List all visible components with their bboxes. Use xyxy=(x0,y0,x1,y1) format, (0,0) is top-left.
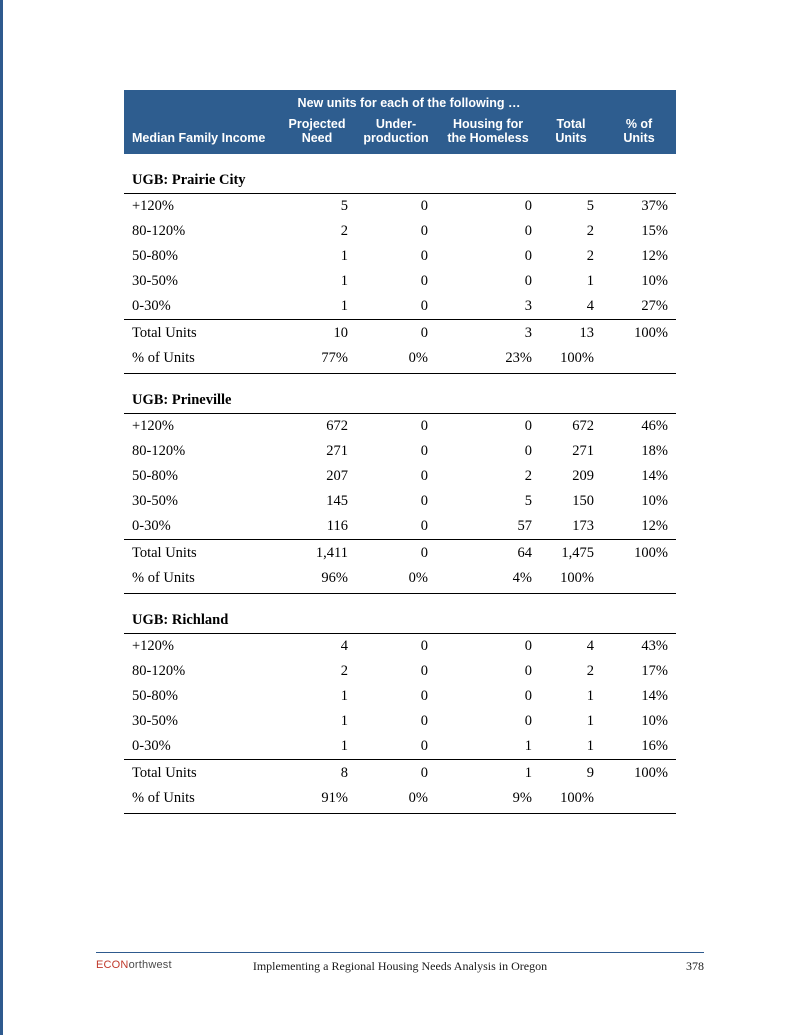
table-row xyxy=(124,684,676,709)
page-footer xyxy=(96,952,704,977)
cell-underproduction: 0 xyxy=(356,540,436,567)
group-header-new-units: New units for each of the following … xyxy=(278,90,540,115)
cell-underproduction: 0% xyxy=(356,566,436,594)
table-row xyxy=(124,439,676,464)
cell-total-units: 1 xyxy=(586,688,595,704)
cell-projected-need: 2 xyxy=(340,663,348,679)
section-title: UGB: Prairie City xyxy=(124,168,676,194)
cell-projected-need: 1 xyxy=(340,298,348,314)
table-percent-row xyxy=(124,346,676,374)
table-row xyxy=(124,464,676,489)
cell-underproduction: 0 xyxy=(420,298,428,314)
row-label: 0-30% xyxy=(132,298,171,314)
cell-projected-need: 145 xyxy=(326,493,348,509)
cell-total-units: 2 xyxy=(586,248,595,264)
housing-needs-table xyxy=(124,90,676,814)
cell-housing-homeless: 23% xyxy=(436,346,540,374)
table-group-header-row xyxy=(124,90,676,115)
cell-projected-need: 1,411 xyxy=(278,540,356,567)
cell-housing-homeless: 1 xyxy=(524,738,533,754)
cell-percent-units: 12% xyxy=(641,248,669,264)
row-label: % of Units xyxy=(124,566,278,594)
cell-housing-homeless: 0 xyxy=(524,638,533,654)
table-total-row xyxy=(124,760,676,787)
cell-housing-homeless: 3 xyxy=(524,298,533,314)
row-label: 50-80% xyxy=(132,248,178,264)
cell-percent-units: 43% xyxy=(641,638,669,654)
cell-housing-homeless: 0 xyxy=(524,688,533,704)
page-left-rule xyxy=(0,0,3,1035)
cell-projected-need: 96% xyxy=(278,566,356,594)
footer-page-number: 378 xyxy=(686,959,704,973)
row-label: 80-120% xyxy=(132,223,186,239)
cell-projected-need: 10 xyxy=(278,320,356,347)
cell-percent-units xyxy=(602,786,676,814)
cell-housing-homeless: 0 xyxy=(524,198,533,214)
cell-projected-need: 271 xyxy=(326,443,348,459)
cell-total-units: 1 xyxy=(586,273,595,289)
cell-percent-units: 18% xyxy=(641,443,669,459)
cell-total-units: 1,475 xyxy=(540,540,602,567)
housing-needs-table-container xyxy=(124,90,676,814)
table-row xyxy=(124,219,676,244)
column-header-median-family-income: Median Family Income xyxy=(124,115,278,154)
table-spacer-row xyxy=(124,594,676,609)
row-label: Total Units xyxy=(124,320,278,347)
row-label: Total Units xyxy=(124,540,278,567)
cell-percent-units: 46% xyxy=(641,418,669,434)
cell-projected-need: 672 xyxy=(326,418,348,434)
cell-total-units: 1 xyxy=(586,713,595,729)
cell-total-units: 1 xyxy=(586,738,595,754)
group-header-blank xyxy=(124,90,278,115)
table-total-row xyxy=(124,540,676,567)
table-total-row xyxy=(124,320,676,347)
footer-logo-econ: ECON xyxy=(96,959,129,971)
cell-underproduction: 0 xyxy=(420,198,428,214)
column-header-total-units: Total Units xyxy=(540,115,602,154)
cell-percent-units: 100% xyxy=(602,760,676,787)
section-title: UGB: Prineville xyxy=(124,388,676,414)
row-label: % of Units xyxy=(124,786,278,814)
cell-percent-units xyxy=(602,346,676,374)
column-header-underproduction: Under- production xyxy=(356,115,436,154)
cell-housing-homeless: 4% xyxy=(436,566,540,594)
row-label: +120% xyxy=(132,638,175,654)
cell-total-units: 4 xyxy=(586,638,595,654)
cell-projected-need: 91% xyxy=(278,786,356,814)
column-header-percent-of-units: % of Units xyxy=(602,115,676,154)
cell-percent-units: 27% xyxy=(641,298,669,314)
cell-total-units: 173 xyxy=(572,518,595,534)
cell-total-units: 100% xyxy=(540,346,602,374)
row-label: 80-120% xyxy=(132,663,186,679)
row-label: 30-50% xyxy=(132,713,178,729)
row-label: +120% xyxy=(132,418,175,434)
cell-projected-need: 1 xyxy=(340,713,348,729)
cell-percent-units: 14% xyxy=(641,468,669,484)
cell-housing-homeless: 0 xyxy=(524,248,533,264)
row-label: 50-80% xyxy=(132,468,178,484)
cell-housing-homeless: 0 xyxy=(524,273,533,289)
table-row xyxy=(124,244,676,269)
cell-underproduction: 0% xyxy=(356,786,436,814)
cell-underproduction: 0 xyxy=(420,713,428,729)
group-header-blank-total xyxy=(540,90,602,115)
cell-total-units: 150 xyxy=(572,493,595,509)
table-section-title-row xyxy=(124,388,676,414)
cell-underproduction: 0 xyxy=(356,760,436,787)
table-row xyxy=(124,659,676,684)
cell-underproduction: 0% xyxy=(356,346,436,374)
cell-percent-units: 16% xyxy=(641,738,669,754)
cell-total-units: 13 xyxy=(540,320,602,347)
cell-percent-units: 37% xyxy=(641,198,669,214)
cell-underproduction: 0 xyxy=(420,468,428,484)
cell-underproduction: 0 xyxy=(420,688,428,704)
table-row xyxy=(124,269,676,294)
cell-total-units: 100% xyxy=(540,566,602,594)
cell-housing-homeless: 0 xyxy=(524,663,533,679)
cell-total-units: 9 xyxy=(540,760,602,787)
section-title: UGB: Richland xyxy=(124,608,676,634)
cell-total-units: 2 xyxy=(586,663,595,679)
cell-percent-units xyxy=(602,566,676,594)
cell-underproduction: 0 xyxy=(420,248,428,264)
cell-percent-units: 12% xyxy=(641,518,669,534)
cell-projected-need: 8 xyxy=(278,760,356,787)
cell-percent-units: 10% xyxy=(641,273,669,289)
cell-projected-need: 1 xyxy=(340,273,348,289)
table-column-header-row xyxy=(124,115,676,154)
table-percent-row xyxy=(124,566,676,594)
cell-projected-need: 1 xyxy=(340,688,348,704)
cell-total-units: 5 xyxy=(586,198,595,214)
table-row xyxy=(124,709,676,734)
table-row xyxy=(124,514,676,540)
footer-title: Implementing a Regional Housing Needs Analysis in Oregon xyxy=(252,959,548,973)
row-label: Total Units xyxy=(124,760,278,787)
table-row xyxy=(124,294,676,320)
table-percent-row xyxy=(124,786,676,814)
row-label: 30-50% xyxy=(132,273,178,289)
cell-underproduction: 0 xyxy=(420,738,428,754)
table-row xyxy=(124,414,676,440)
row-label: 0-30% xyxy=(132,518,171,534)
table-header xyxy=(124,90,676,154)
cell-projected-need: 5 xyxy=(340,198,348,214)
cell-housing-homeless: 64 xyxy=(436,540,540,567)
cell-projected-need: 1 xyxy=(340,248,348,264)
cell-percent-units: 10% xyxy=(641,713,669,729)
row-label: 50-80% xyxy=(132,688,178,704)
table-section-title-row xyxy=(124,608,676,634)
cell-housing-homeless: 1 xyxy=(436,760,540,787)
cell-percent-units: 14% xyxy=(641,688,669,704)
cell-percent-units: 10% xyxy=(641,493,669,509)
cell-housing-homeless: 5 xyxy=(524,493,533,509)
row-label: 80-120% xyxy=(132,443,186,459)
cell-underproduction: 0 xyxy=(420,518,428,534)
cell-percent-units: 100% xyxy=(602,540,676,567)
cell-housing-homeless: 0 xyxy=(524,418,533,434)
cell-total-units: 672 xyxy=(572,418,595,434)
cell-projected-need: 4 xyxy=(340,638,348,654)
cell-housing-homeless: 0 xyxy=(524,443,533,459)
cell-projected-need: 207 xyxy=(326,468,348,484)
cell-total-units: 271 xyxy=(572,443,595,459)
table-row xyxy=(124,734,676,760)
row-label: % of Units xyxy=(124,346,278,374)
table-row xyxy=(124,634,676,660)
table-spacer-row xyxy=(124,154,676,168)
footer-logo-northwest: orthwest xyxy=(128,959,172,971)
cell-underproduction: 0 xyxy=(420,418,428,434)
cell-housing-homeless: 0 xyxy=(524,713,533,729)
cell-percent-units: 100% xyxy=(602,320,676,347)
cell-housing-homeless: 0 xyxy=(524,223,533,239)
column-header-projected-need: Projected Need xyxy=(278,115,356,154)
cell-underproduction: 0 xyxy=(356,320,436,347)
cell-housing-homeless: 57 xyxy=(517,518,533,534)
table-row xyxy=(124,489,676,514)
row-label: +120% xyxy=(132,198,175,214)
group-header-blank-pct xyxy=(602,90,676,115)
row-label: 30-50% xyxy=(132,493,178,509)
cell-underproduction: 0 xyxy=(420,443,428,459)
cell-percent-units: 17% xyxy=(641,663,669,679)
cell-underproduction: 0 xyxy=(420,273,428,289)
cell-housing-homeless: 9% xyxy=(436,786,540,814)
cell-projected-need: 77% xyxy=(278,346,356,374)
cell-total-units: 2 xyxy=(586,223,595,239)
row-label: 0-30% xyxy=(132,738,171,754)
cell-underproduction: 0 xyxy=(420,638,428,654)
cell-underproduction: 0 xyxy=(420,493,428,509)
cell-housing-homeless: 2 xyxy=(524,468,533,484)
cell-projected-need: 2 xyxy=(340,223,348,239)
cell-total-units: 100% xyxy=(540,786,602,814)
table-spacer-row xyxy=(124,374,676,389)
cell-total-units: 209 xyxy=(572,468,595,484)
table-body xyxy=(124,154,676,814)
cell-housing-homeless: 3 xyxy=(436,320,540,347)
cell-percent-units: 15% xyxy=(641,223,669,239)
cell-total-units: 4 xyxy=(586,298,595,314)
cell-projected-need: 116 xyxy=(326,518,348,534)
column-header-housing-for-the-homeless: Housing for the Homeless xyxy=(436,115,540,154)
cell-underproduction: 0 xyxy=(420,223,428,239)
cell-underproduction: 0 xyxy=(420,663,428,679)
table-section-title-row xyxy=(124,168,676,194)
table-row xyxy=(124,194,676,220)
cell-projected-need: 1 xyxy=(340,738,348,754)
